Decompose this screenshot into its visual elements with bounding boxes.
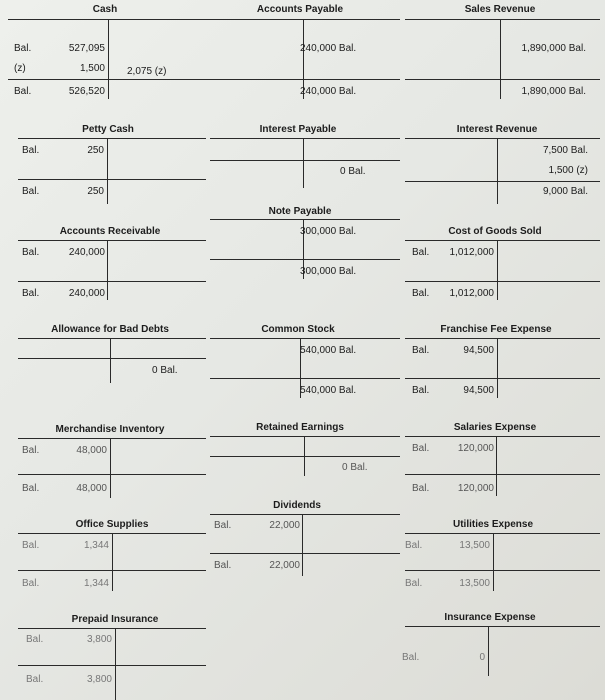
debit-amount: 1,344 [83,540,109,551]
row-label: Bal. [22,445,40,456]
account-title: Merchandise Inventory [55,424,165,435]
row-label: Bal. [412,345,430,356]
debit-amount: 240,000 [68,288,105,299]
balance-rule [18,358,206,359]
debit-amount: 13,500 [459,578,490,589]
row-label: Bal. [14,86,32,97]
balance-rule [205,79,400,80]
credit-amount: 2,075 (z) [127,66,167,77]
row-label: Bal. [22,145,40,156]
t-top-rule [405,240,600,241]
credit-amount: 0 Bal. [342,462,368,473]
account-title: Interest Payable [259,124,337,135]
debit-amount: 1,344 [83,578,109,589]
t-top-rule [210,138,400,139]
account-title: Retained Earnings [256,422,344,433]
row-label: Bal. [214,560,232,571]
balance-rule [18,665,206,666]
t-center-rule [302,514,303,576]
debit-amount: 250 [87,145,104,156]
account-title: Insurance Expense [444,612,536,623]
debit-amount: 250 [87,186,104,197]
balance-rule [405,570,600,571]
t-top-rule [18,438,206,439]
debit-amount: 526,520 [68,86,105,97]
debit-amount: 120,000 [457,483,494,494]
account-title: Franchise Fee Expense [440,324,552,335]
credit-amount: 240,000 Bal. [300,86,357,97]
balance-rule [18,570,206,571]
t-top-rule [210,219,400,220]
row-label: (z) [14,63,26,74]
balance-rule [405,281,600,282]
balance-rule [405,79,600,80]
credit-amount: 240,000 Bal. [300,43,357,54]
account-title: Dividends [273,500,321,511]
t-top-rule [405,338,600,339]
debit-amount: 48,000 [76,483,107,494]
t-center-rule [112,533,113,591]
debit-amount: 3,800 [86,634,112,645]
row-label: Bal. [22,540,40,551]
debit-amount: 94,500 [463,385,494,396]
balance-rule [18,474,206,475]
t-top-rule [210,514,400,515]
credit-amount: 0 Bal. [340,166,366,177]
debit-amount: 22,000 [269,560,300,571]
account-title: Interest Revenue [456,124,538,135]
row-label: Bal. [22,288,40,299]
row-label: Bal. [26,674,44,685]
account-title: Utilities Expense [452,519,534,530]
t-top-rule [405,138,600,139]
account-title: Salaries Expense [453,422,537,433]
debit-amount: 1,012,000 [449,288,494,299]
t-top-rule [210,338,400,339]
balance-rule [210,378,400,379]
credit-amount: 1,500 (z) [548,165,588,176]
credit-amount: 7,500 Bal. [542,145,588,156]
row-label: Bal. [22,247,40,258]
t-center-rule [493,533,494,591]
debit-amount: 48,000 [76,445,107,456]
row-label: Bal. [14,43,32,54]
debit-amount: 94,500 [463,345,494,356]
t-top-rule [405,436,600,437]
account-title: Prepaid Insurance [71,614,159,625]
balance-rule [8,79,208,80]
account-title: Petty Cash [82,124,134,135]
t-center-rule [107,240,108,300]
balance-rule [18,281,206,282]
debit-amount: 13,500 [459,540,490,551]
row-label: Bal. [402,652,420,663]
balance-rule [210,456,400,457]
t-center-rule [497,338,498,398]
row-label: Bal. [26,634,44,645]
row-label: Bal. [412,247,430,258]
t-top-rule [18,628,206,629]
debit-amount: 527,095 [68,43,105,54]
t-top-rule [405,626,600,627]
row-label: Bal. [412,385,430,396]
t-center-rule [110,438,111,498]
balance-rule [18,179,206,180]
account-title: Cash [92,4,118,15]
row-label: Bal. [412,288,430,299]
account-title: Accounts Payable [256,4,344,15]
row-label: Bal. [412,483,430,494]
credit-amount: 1,890,000 Bal. [521,86,586,97]
t-center-rule [497,138,498,204]
debit-amount: 240,000 [68,247,105,258]
t-top-rule [210,436,400,437]
row-label: Bal. [405,578,423,589]
debit-amount: 1,012,000 [449,247,494,258]
row-label: Bal. [214,520,232,531]
row-label: Bal. [405,540,423,551]
account-title: Accounts Receivable [59,226,161,237]
account-title: Allowance for Bad Debts [51,324,169,335]
t-center-rule [110,338,111,383]
credit-amount: 540,000 Bal. [300,385,357,396]
t-center-rule [488,626,489,676]
account-title: Cost of Goods Sold [448,226,542,237]
t-top-rule [18,338,206,339]
balance-rule [210,553,400,554]
t-center-rule [108,19,109,99]
row-label: Bal. [22,186,40,197]
account-title: Note Payable [268,206,332,217]
t-top-rule [18,240,206,241]
debit-amount: 0 [479,652,485,663]
t-center-rule [115,628,116,700]
account-title: Common Stock [261,324,335,335]
balance-rule [405,378,600,379]
balance-rule [210,160,400,161]
balance-rule [405,181,600,182]
t-center-rule [107,138,108,204]
account-title: Office Supplies [75,519,149,530]
balance-rule [210,259,400,260]
t-top-rule [405,19,600,20]
t-top-rule [18,138,206,139]
debit-amount: 120,000 [457,443,494,454]
row-label: Bal. [22,483,40,494]
t-center-rule [496,436,497,496]
credit-amount: 1,890,000 Bal. [521,43,586,54]
row-label: Bal. [412,443,430,454]
balance-rule [405,474,600,475]
credit-amount: 9,000 Bal. [542,186,588,197]
t-top-rule [405,533,600,534]
t-center-rule [303,138,304,188]
row-label: Bal. [22,578,40,589]
account-title: Sales Revenue [464,4,536,15]
credit-amount: 300,000 Bal. [300,226,357,237]
credit-amount: 540,000 Bal. [300,345,357,356]
credit-amount: 0 Bal. [152,365,178,376]
debit-amount: 3,800 [86,674,112,685]
t-center-rule [497,240,498,300]
debit-amount: 22,000 [269,520,300,531]
debit-amount: 1,500 [79,63,105,74]
credit-amount: 300,000 Bal. [300,266,357,277]
